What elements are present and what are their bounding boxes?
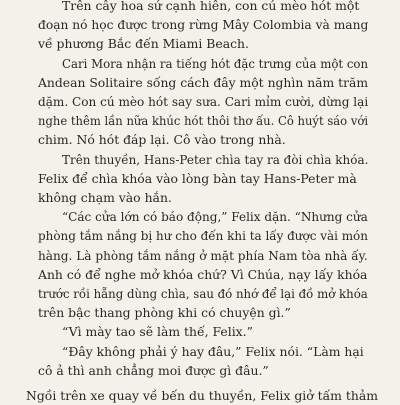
text-line: dặm. Con cú mèo hót say sưa. Cari mỉm cười, dừng lại <box>38 94 369 109</box>
text-line: không chạm vào hắn. <box>38 190 172 205</box>
text-line: Felix để chìa khóa vào lòng bàn tay Hans-Peter mà <box>38 170 357 186</box>
text-line: trước rồi hẵng dùng chìa, sau đó nhớ để lại đồ mở khóa <box>38 286 368 301</box>
text-line: “Đây không phải ý hay đâu,” Felix nói. “Làm hại <box>62 343 364 359</box>
text-line: Trên thuyền, Hans-Peter chìa tay ra đòi chìa khóa. <box>62 151 369 167</box>
text-line: phòng tắm nắng bị hư cho đến khi ta lấy được vài món <box>38 228 368 244</box>
text-line: “Vì mày tao sẽ làm thế, Felix.” <box>62 324 253 340</box>
text-line: Anh có để nghe mở khóa chứ? Vì Chúa, nạy lấy khóa <box>38 266 368 282</box>
text-line: đoạn nó học được trong rừng Mây Colombia và mang <box>38 17 369 33</box>
text-line: nghe thêm lần nữa khúc hót thôi thơ ấu. Cô huýt sáo với <box>38 113 369 129</box>
text-line: Trên cây hoa sứ cạnh hiên, con cú mèo hót một <box>62 0 360 13</box>
text-line: cô ả thì anh chẳng moi được gì đâu.” <box>38 362 269 378</box>
text-line: trên bậc thang phòng khi có chuyện gì.” <box>38 305 291 321</box>
text-line: chim. Nó hót đáp lại. Cô vào trong nhà. <box>38 132 286 148</box>
text-line: Ngồi trên xe quay về bến du thuyền, Felix giở tấm thảm <box>26 388 378 403</box>
text-line: về phương Bắc đến Miami Beach. <box>38 36 249 52</box>
text-line: Andean Solitaire sống cách đây một nghìn năm trăm <box>38 74 369 90</box>
text-line: hàng. Là phòng tắm nắng ở mặt phía Nam tòa nhà ấy. <box>38 247 368 263</box>
text-line: Cari Mora nhận ra tiếng hót đặc trưng của một con <box>62 55 369 71</box>
text-line: “Các cửa lớn có báo động,” Felix dặn. “Nhưng cửa <box>62 209 368 225</box>
